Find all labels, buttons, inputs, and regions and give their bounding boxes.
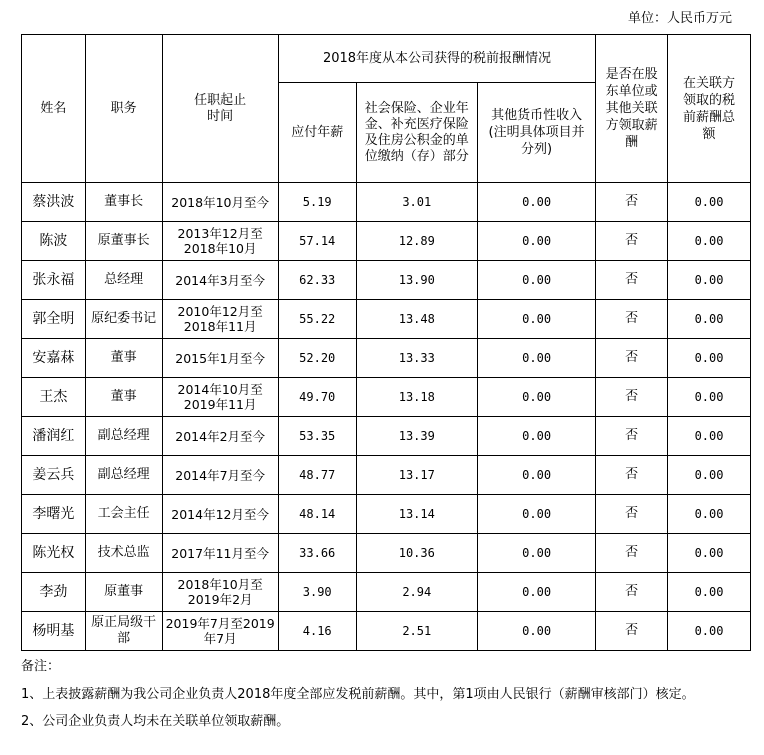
cell-insurance: 2.51: [356, 612, 477, 651]
cell-tenure: 2018年10月至今: [162, 183, 278, 222]
cell-title: 董事: [85, 378, 162, 417]
cell-other-income: 0.00: [477, 222, 595, 261]
cell-related-total: 0.00: [668, 534, 751, 573]
header-tenure: [162, 35, 278, 183]
cell-related-total: 0.00: [668, 612, 751, 651]
cell-title: 董事长: [85, 183, 162, 222]
cell-insurance: 13.39: [356, 417, 477, 456]
cell-salary: 55.22: [278, 300, 356, 339]
cell-related-party: 否: [596, 612, 668, 651]
cell-title: 副总经理: [85, 417, 162, 456]
cell-name: 陈波: [22, 222, 86, 261]
cell-other-income: 0.00: [477, 339, 595, 378]
compensation-table: [21, 34, 751, 651]
cell-related-total: 0.00: [668, 300, 751, 339]
table-row: [22, 339, 751, 378]
cell-related-total: 0.00: [668, 339, 751, 378]
cell-other-income: 0.00: [477, 183, 595, 222]
cell-tenure: 2017年11月至今: [162, 534, 278, 573]
cell-name: 李曙光: [22, 495, 86, 534]
cell-tenure: 2019年7月至2019年7月: [162, 612, 278, 651]
note-2: 2、公司企业负责人均未在关联单位领取薪酬。: [21, 714, 290, 729]
cell-name: 王杰: [22, 378, 86, 417]
cell-tenure: 2014年3月至今: [162, 261, 278, 300]
cell-insurance: 3.01: [356, 183, 477, 222]
cell-salary: 3.90: [278, 573, 356, 612]
cell-related-total: 0.00: [668, 573, 751, 612]
cell-tenure: 2014年7月至今: [162, 456, 278, 495]
cell-related-total: 0.00: [668, 417, 751, 456]
header-other-income-text: 其他货币性收入(注明具体项目并分列): [488, 108, 585, 157]
cell-related-total: 0.00: [668, 222, 751, 261]
cell-insurance: 13.17: [356, 456, 477, 495]
header-related-party: [596, 35, 668, 183]
cell-related-total: 0.00: [668, 261, 751, 300]
cell-related-total: 0.00: [668, 183, 751, 222]
cell-title: 工会主任: [85, 495, 162, 534]
table-row: [22, 612, 751, 651]
cell-salary: 53.35: [278, 417, 356, 456]
header-group: 2018年度从本公司获得的税前报酬情况: [278, 35, 595, 83]
cell-name: 安嘉菻: [22, 339, 86, 378]
cell-tenure: 2010年12月至2018年11月: [162, 300, 278, 339]
table-row: [22, 573, 751, 612]
cell-salary: 49.70: [278, 378, 356, 417]
table-row: [22, 378, 751, 417]
cell-title: 总经理: [85, 261, 162, 300]
cell-insurance: 13.90: [356, 261, 477, 300]
cell-salary: 4.16: [278, 612, 356, 651]
cell-related-party: 否: [596, 261, 668, 300]
cell-insurance: 12.89: [356, 222, 477, 261]
cell-other-income: 0.00: [477, 300, 595, 339]
header-insurance-text: 社会保险、企业年金、补充医疗保险及住房公积金的单位缴纳（存）部分: [364, 100, 469, 164]
header-tenure-text: 任职起止时间: [194, 92, 247, 124]
cell-title: 原董事: [85, 573, 162, 612]
cell-related-party: 否: [596, 417, 668, 456]
cell-other-income: 0.00: [477, 261, 595, 300]
table-row: [22, 534, 751, 573]
cell-name: 杨明基: [22, 612, 86, 651]
header-title: 职务: [85, 35, 162, 183]
table-row: [22, 456, 751, 495]
cell-other-income: 0.00: [477, 612, 595, 651]
cell-tenure: 2013年12月至2018年10月: [162, 222, 278, 261]
cell-related-party: 否: [596, 378, 668, 417]
table-row: [22, 261, 751, 300]
cell-title: 董事: [85, 339, 162, 378]
cell-related-party: 否: [596, 300, 668, 339]
cell-title: 原纪委书记: [85, 300, 162, 339]
note-1: 1、上表披露薪酬为我公司企业负责人2018年度全部应发税前薪酬。其中，第1项由人民银行（薪酬审核部门）核定。: [21, 687, 695, 702]
cell-tenure: 2014年2月至今: [162, 417, 278, 456]
unit-label: 单位：人民币万元: [627, 11, 732, 26]
cell-other-income: 0.00: [477, 417, 595, 456]
cell-salary: 33.66: [278, 534, 356, 573]
cell-salary: 48.77: [278, 456, 356, 495]
cell-name: 陈光权: [22, 534, 86, 573]
header-other-income: [477, 83, 595, 183]
cell-tenure: 2014年10月至2019年11月: [162, 378, 278, 417]
header-related-total-text: 在关联方领取的税前薪酬总额: [683, 75, 736, 142]
cell-related-party: 否: [596, 222, 668, 261]
cell-related-party: 否: [596, 183, 668, 222]
cell-name: 潘润红: [22, 417, 86, 456]
notes-heading: 备注：: [21, 659, 61, 674]
cell-name: 张永福: [22, 261, 86, 300]
table-row: [22, 495, 751, 534]
cell-related-total: 0.00: [668, 378, 751, 417]
cell-salary: 48.14: [278, 495, 356, 534]
cell-title: 副总经理: [85, 456, 162, 495]
cell-other-income: 0.00: [477, 378, 595, 417]
cell-other-income: 0.00: [477, 573, 595, 612]
cell-title: 技术总监: [85, 534, 162, 573]
cell-related-total: 0.00: [668, 495, 751, 534]
header-related-party-text: 是否在股东单位或其他关联方领取薪酬: [605, 67, 658, 150]
cell-insurance: 13.33: [356, 339, 477, 378]
cell-tenure: 2018年10月至2019年2月: [162, 573, 278, 612]
cell-tenure: 2014年12月至今: [162, 495, 278, 534]
cell-related-party: 否: [596, 495, 668, 534]
cell-insurance: 13.14: [356, 495, 477, 534]
notes: [21, 658, 756, 731]
cell-related-party: 否: [596, 339, 668, 378]
header-related-total: [668, 35, 751, 183]
header-salary: 应付年薪: [278, 83, 356, 183]
cell-salary: 57.14: [278, 222, 356, 261]
cell-insurance: 13.48: [356, 300, 477, 339]
cell-salary: 62.33: [278, 261, 356, 300]
cell-salary: 5.19: [278, 183, 356, 222]
cell-insurance: 10.36: [356, 534, 477, 573]
cell-salary: 52.20: [278, 339, 356, 378]
cell-tenure: 2015年1月至今: [162, 339, 278, 378]
table-row: [22, 300, 751, 339]
cell-related-party: 否: [596, 456, 668, 495]
cell-name: 李劲: [22, 573, 86, 612]
cell-related-total: 0.00: [668, 456, 751, 495]
cell-name: 蔡洪波: [22, 183, 86, 222]
header-name: 姓名: [22, 35, 86, 183]
cell-title: 原董事长: [85, 222, 162, 261]
cell-other-income: 0.00: [477, 534, 595, 573]
table-row: [22, 222, 751, 261]
cell-name: 郭全明: [22, 300, 86, 339]
cell-name: 姜云兵: [22, 456, 86, 495]
cell-related-party: 否: [596, 573, 668, 612]
cell-other-income: 0.00: [477, 495, 595, 534]
table-row: [22, 183, 751, 222]
cell-insurance: 13.18: [356, 378, 477, 417]
cell-insurance: 2.94: [356, 573, 477, 612]
header-insurance: [356, 83, 477, 183]
cell-title: 原正局级干部: [85, 612, 162, 651]
table-row: [22, 417, 751, 456]
cell-related-party: 否: [596, 534, 668, 573]
cell-other-income: 0.00: [477, 456, 595, 495]
